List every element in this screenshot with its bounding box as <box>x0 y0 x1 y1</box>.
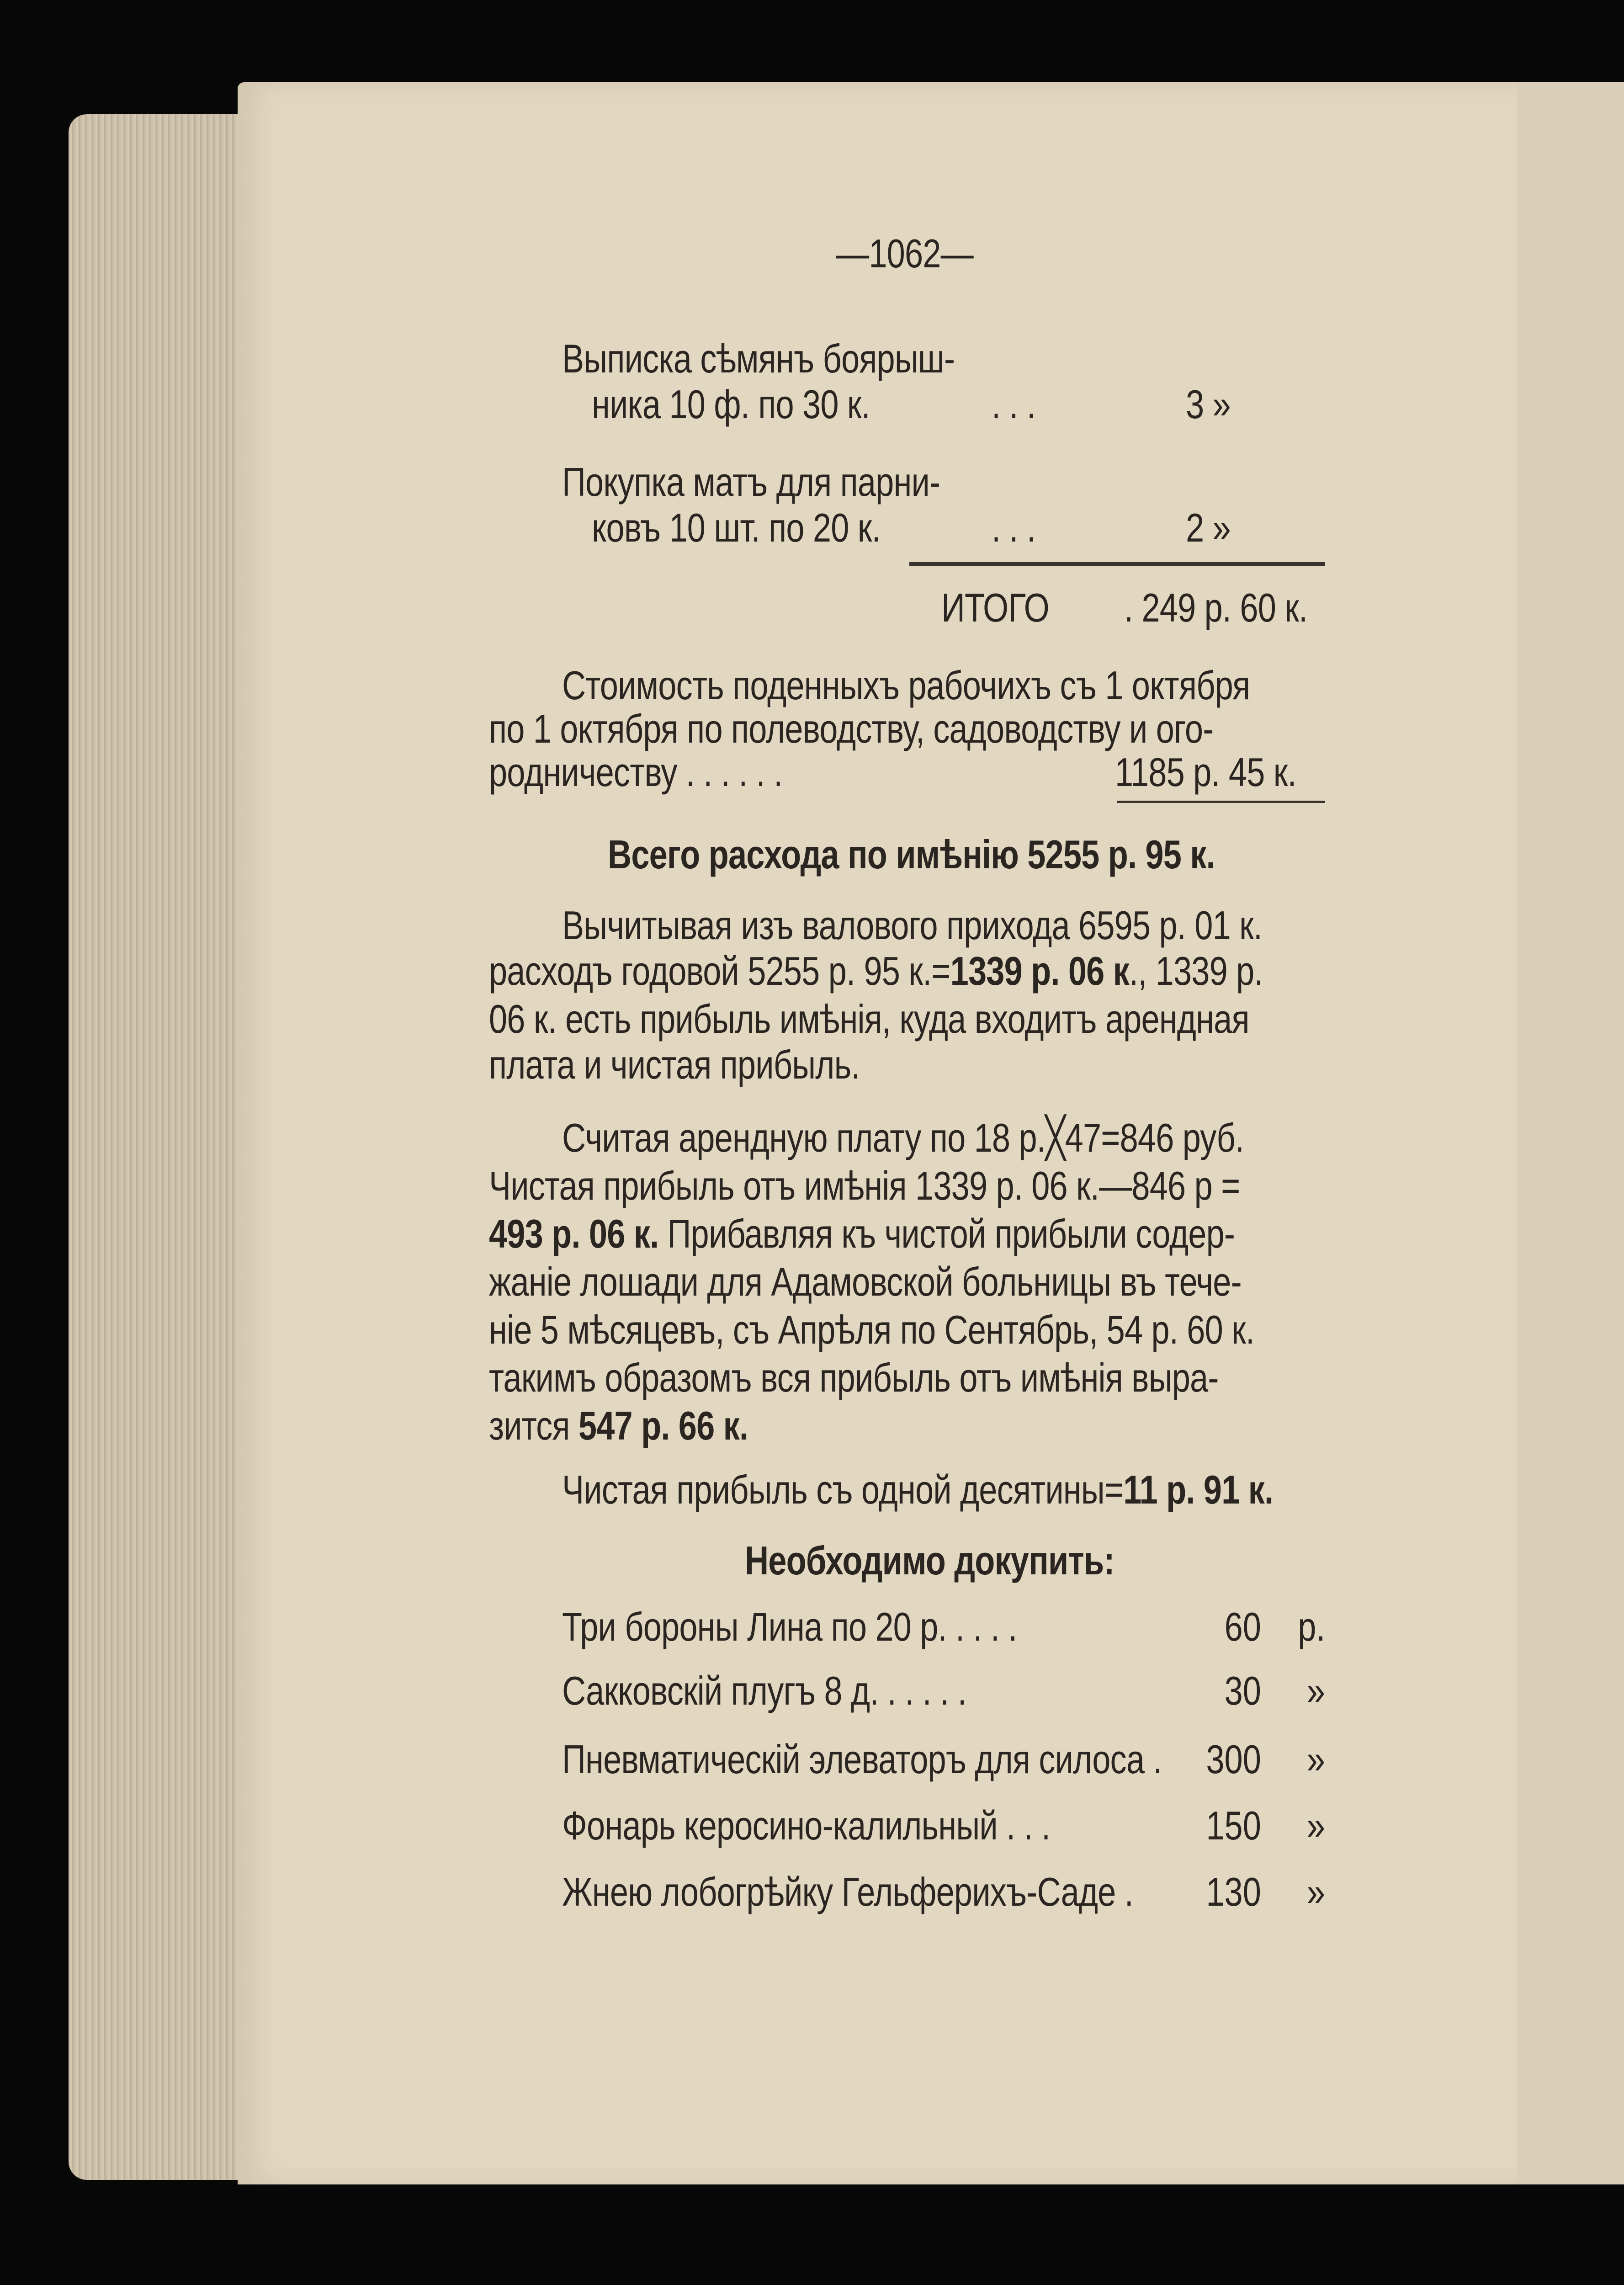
purchase-item-name: Фонарь керосино-калильный . . . <box>562 1803 1051 1848</box>
paragraph-line: зится 547 р. 66 к. <box>489 1403 748 1448</box>
total-value: . 249 р. 60 к. <box>1124 585 1308 630</box>
labor-line: Стоимость поденныхъ рабочихъ съ 1 октября <box>562 663 1250 708</box>
labor-amount: 1185 р. 45 к. <box>1115 749 1296 795</box>
total-expense-heading: Всего расхода по имѣнію 5255 р. 95 к. <box>608 832 1215 877</box>
labor-line: по 1 октября по полеводству, садоводству и ого- <box>489 706 1214 751</box>
paragraph-line: расходъ годовой 5255 р. 95 к.=1339 р. 06 к., 1339 р. <box>489 948 1263 994</box>
expense-amount: 3 » <box>1186 382 1231 427</box>
paragraph-line: Считая арендную плату по 18 р.╳47=846 руб. <box>562 1115 1244 1160</box>
purchase-item-amount: 300 <box>1206 1737 1261 1782</box>
expense-item-line: ника 10 ф. по 30 к. <box>592 382 870 427</box>
dot-leader: . . . <box>992 382 1036 427</box>
purchase-item-unit: » <box>1306 1803 1325 1848</box>
facing-page <box>1517 82 1624 2184</box>
total-rule <box>909 562 1325 566</box>
purchase-item-unit: » <box>1306 1869 1325 1914</box>
expense-item-line: Покупка матъ для парни- <box>562 459 940 505</box>
paragraph-line: 493 р. 06 к. Прибавляя къ чистой прибыли содер- <box>489 1211 1235 1256</box>
paragraph-line: 06 к. есть прибыль имѣнія, куда входитъ арендная <box>489 996 1249 1042</box>
expense-item-line: Выписка сѣмянъ боярыш- <box>562 336 955 381</box>
labor-line: родничеству . . . . . . <box>489 749 783 795</box>
page-number: —1062— <box>836 231 973 276</box>
net-per-desyatina: Чистая прибыль съ одной десятины=11 р. 91 к. <box>562 1467 1274 1512</box>
purchase-item-name: Жнею лобогрѣйку Гельферихъ-Саде . <box>562 1869 1133 1914</box>
paragraph-line: плата и чистая прибыль. <box>489 1042 860 1087</box>
purchase-item-name: Сакковскій плугъ 8 д. . . . . . <box>562 1668 966 1713</box>
purchase-item-unit: » <box>1306 1737 1325 1782</box>
dot-leader: . . . <box>992 505 1036 550</box>
paragraph-line: такимъ образомъ вся прибыль отъ имѣнія выра- <box>489 1355 1219 1400</box>
purchase-heading: Необходимо докупить: <box>745 1538 1115 1583</box>
total-label: ИТОГО <box>941 585 1049 630</box>
labor-underline <box>1117 801 1325 803</box>
purchase-item-amount: 130 <box>1206 1869 1261 1914</box>
paragraph-line: Чистая прибыль отъ имѣнія 1339 р. 06 к.—846 р = <box>489 1163 1240 1208</box>
purchase-item-amount: 150 <box>1206 1803 1261 1848</box>
purchase-item-amount: 30 <box>1224 1668 1261 1713</box>
purchase-item-name: Пневматическій элеваторъ для силоса . <box>562 1737 1162 1782</box>
expense-item-line: ковъ 10 шт. по 20 к. <box>592 505 881 550</box>
purchase-item-amount: 60 <box>1224 1604 1261 1649</box>
paragraph-line: жаніе лошади для Адамовской больницы въ тече- <box>489 1259 1242 1304</box>
paragraph-line: Вычитывая изъ валового прихода 6595 р. 01 к. <box>562 903 1263 948</box>
purchase-item-unit: » <box>1306 1668 1325 1713</box>
purchase-item-unit: р. <box>1297 1604 1325 1649</box>
purchase-item-name: Три бороны Лина по 20 р. . . . . <box>562 1604 1017 1649</box>
paragraph-line: ніе 5 мѣсяцевъ, съ Апрѣля по Сентябрь, 54 р. 60 к. <box>489 1307 1255 1352</box>
expense-amount: 2 » <box>1186 505 1231 550</box>
